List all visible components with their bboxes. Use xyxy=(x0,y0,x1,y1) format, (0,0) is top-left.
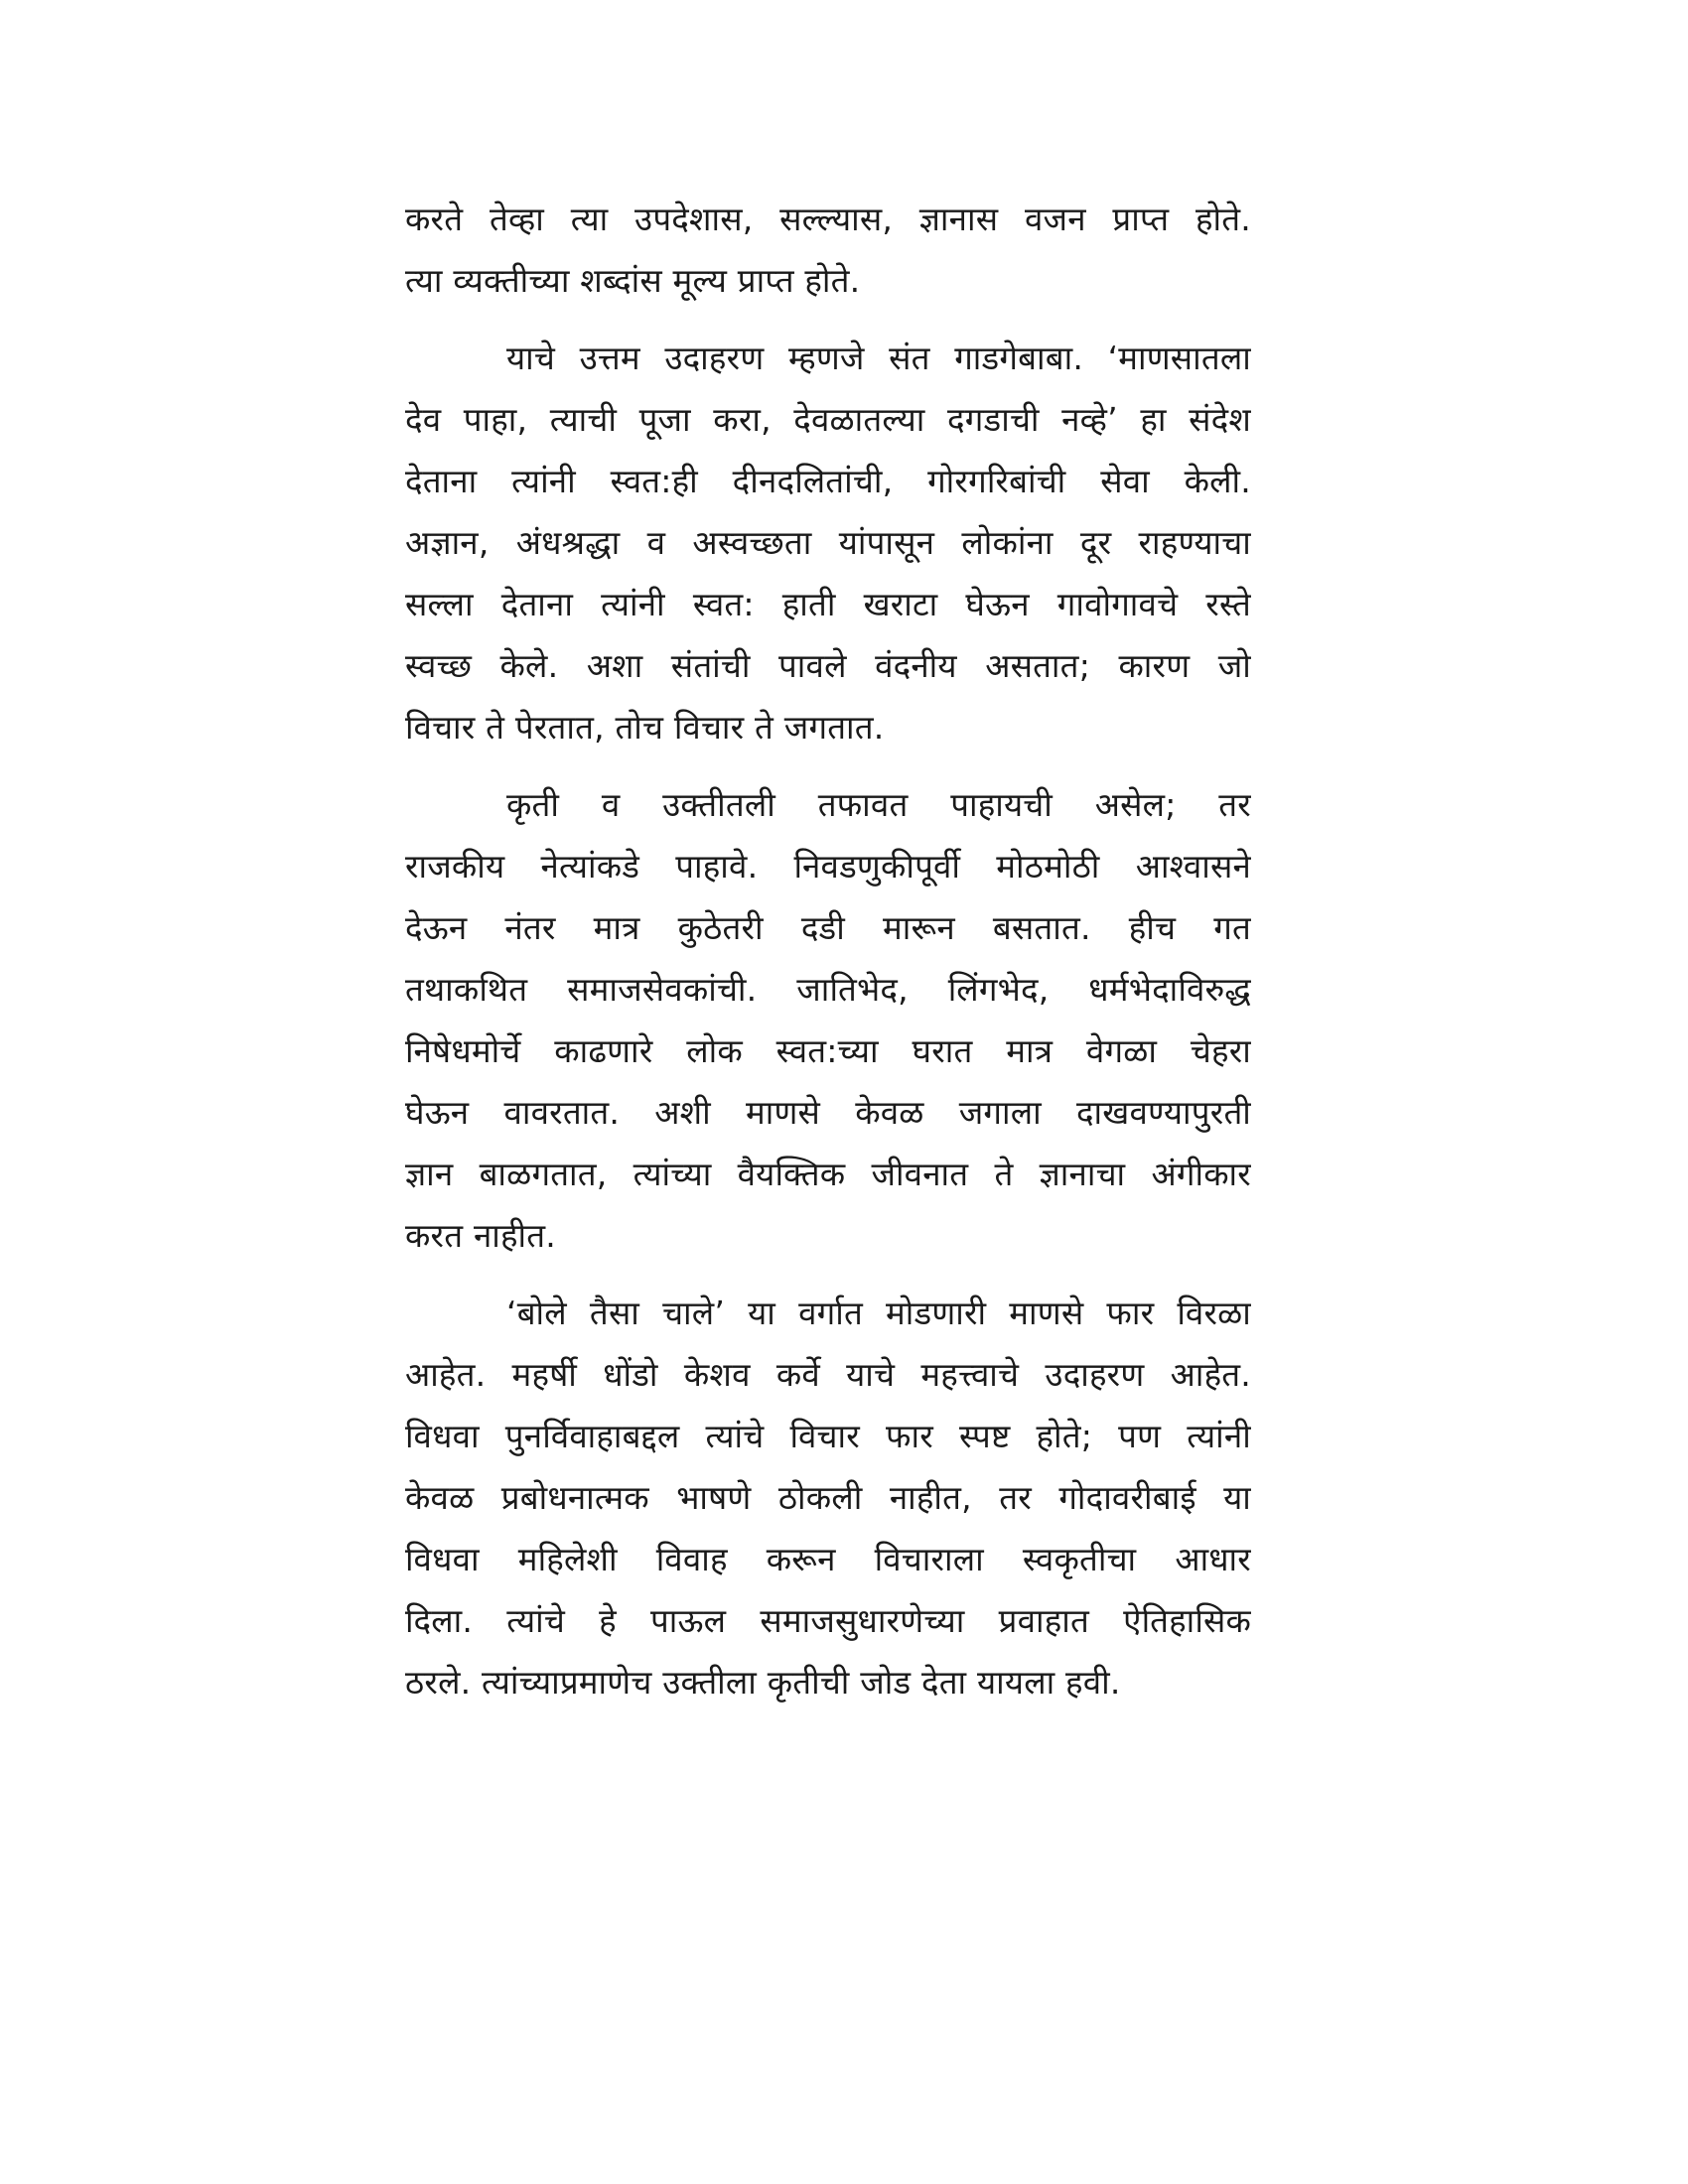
text-line: ज्ञान बाळगतात, त्यांच्या वैयक्तिक जीवनात ते ज्ञानाचा अंगीकार xyxy=(405,1155,1251,1193)
text-line: स्वच्छ केले. अशा संतांची पावले वंदनीय असतात; कारण जो xyxy=(405,646,1251,685)
text-line: तथाकथित समाजसेवकांची. जातिभेद, लिंगभेद, धर्मभेदाविरुद्ध xyxy=(405,970,1251,1009)
text-line: ठरले. त्यांच्याप्रमाणेच उक्तीला कृतीची जोड देता यायला हवी. xyxy=(405,1663,1121,1702)
text-line: देताना त्यांनी स्वत:ही दीनदलितांची, गोरगरिबांची सेवा केली. xyxy=(405,462,1251,500)
paragraph-1 xyxy=(405,189,1251,312)
paragraph-3 xyxy=(405,774,1251,1267)
text-line: अज्ञान, अंधश्रद्धा व अस्वच्छता यांपासून लोकांना दूर राहण्याचा xyxy=(405,523,1251,562)
text-line: करत नाहीत. xyxy=(405,1216,556,1255)
text-line: कृती व उक्तीतली तफावत पाहायची असेल; तर xyxy=(506,785,1251,824)
text-line: घेऊन वावरतात. अशी माणसे केवळ जगाला दाखवण्यापुरती xyxy=(405,1093,1251,1132)
text-line: सल्ला देताना त्यांनी स्वत: हाती खराटा घेऊन गावोगावचे रस्ते xyxy=(405,585,1251,623)
text-line: ‘बोले तैसा चाले’ या वर्गात मोडणारी माणसे फार विरळा xyxy=(506,1294,1251,1332)
text-line: निषेधमोर्चे काढणारे लोक स्वत:च्या घरात मात्र वेगळा चेहरा xyxy=(405,1031,1251,1070)
paragraph-4 xyxy=(405,1283,1251,1713)
text-line: विधवा महिलेशी विवाह करून विचाराला स्वकृतीचा आधार xyxy=(405,1540,1251,1578)
text-line: केवळ प्रबोधनात्मक भाषणे ठोकली नाहीत, तर गोदावरीबाई या xyxy=(405,1478,1251,1517)
text-line: त्या व्यक्तीच्या शब्दांस मूल्य प्राप्त होते. xyxy=(405,261,861,300)
paragraph-2 xyxy=(405,328,1251,758)
text-line: दिला. त्यांचे हे पाऊल समाजसुधारणेच्या प्रवाहात ऐतिहासिक xyxy=(405,1601,1251,1640)
text-line: याचे उत्तम उदाहरण म्हणजे संत गाडगेबाबा. ‘माणसातला xyxy=(506,339,1251,377)
body-text xyxy=(405,189,1251,1713)
text-line: देऊन नंतर मात्र कुठेतरी दडी मारून बसतात. हीच गत xyxy=(405,908,1251,947)
text-line: देव पाहा, त्याची पूजा करा, देवळातल्या दगडाची नव्हे’ हा संदेश xyxy=(405,400,1251,439)
text-line: करते तेव्हा त्या उपदेशास, सल्ल्यास, ज्ञानास वजन प्राप्त होते. xyxy=(405,200,1251,238)
text-line: विचार ते पेरतात, तोच विचार ते जगतात. xyxy=(405,708,885,747)
text-line: आहेत. महर्षी धोंडो केशव कर्वे याचे महत्त्वाचे उदाहरण आहेत. xyxy=(405,1355,1251,1394)
text-line: विधवा पुनर्विवाहाबद्दल त्यांचे विचार फार स्पष्ट होते; पण त्यांनी xyxy=(405,1417,1251,1455)
text-line: राजकीय नेत्यांकडे पाहावे. निवडणुकीपूर्वी मोठमोठी आश्वासने xyxy=(405,847,1251,886)
